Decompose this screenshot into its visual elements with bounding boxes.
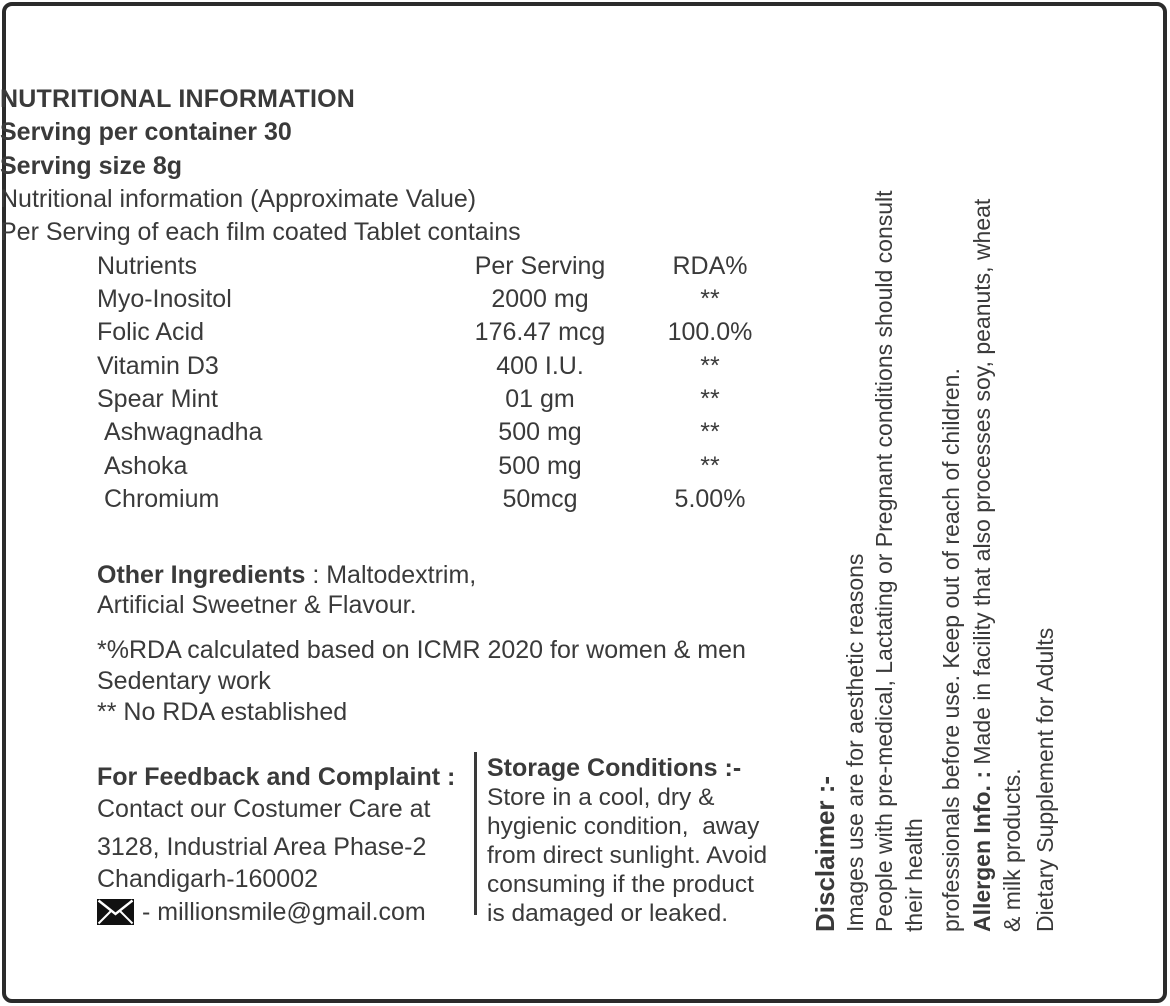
nutrient-rda: **: [700, 418, 720, 447]
nutrient-amount: 2000 mg: [491, 285, 589, 314]
envelope-icon: [97, 899, 134, 925]
dietary-supplement-note: Dietary Supplement for Adults: [1032, 627, 1058, 932]
nutrient-name: Ashoka: [104, 451, 188, 480]
other-ingredients-line1: [97, 560, 476, 590]
nutrient-amount: 50mcg: [502, 485, 578, 514]
table-row: [0, 350, 810, 383]
serving-per-container: Serving per container 30: [0, 118, 292, 147]
nutrient-rda: **: [700, 451, 720, 480]
feedback-address-line1: 3128, Industrial Area Phase-2: [97, 833, 427, 861]
allergen-info-value: Made in facility that also processes soy, peanuts, wheat: [969, 198, 995, 771]
other-ingredients-line2: Artificial Sweetner & Flavour.: [97, 591, 417, 619]
rda-note-line3: ** No RDA established: [97, 698, 348, 726]
nutrient-name: Chromium: [104, 485, 220, 514]
nutrition-block: [0, 83, 810, 516]
nutrient-rda: **: [700, 285, 720, 314]
disclaimer-label: Disclaimer :-: [810, 775, 840, 932]
per-serving-line: Per Serving of each film coated Tablet contains: [0, 218, 521, 247]
nutrient-rda: 100.0%: [667, 318, 753, 347]
other-ingredients-label: Other Ingredients: [97, 561, 306, 589]
feedback-section: [97, 761, 477, 928]
nutrient-name: Vitamin D3: [97, 351, 219, 380]
nutrient-name: Ashwagnadha: [104, 418, 263, 447]
header-rda: RDA%: [672, 251, 748, 280]
feedback-email-row: [97, 896, 477, 928]
storage-line: is damaged or leaked.: [487, 900, 729, 927]
rda-notes-section: [97, 635, 746, 728]
allergen-info-line: [969, 82, 997, 932]
table-row: [0, 383, 810, 416]
table-header-row: [0, 250, 810, 283]
rda-note-line1: *%RDA calculated based on ICMR 2020 for women & men: [97, 636, 746, 664]
disclaimer-line3: their health: [901, 818, 927, 932]
allergen-info-line2: & milk products.: [999, 768, 1025, 932]
table-row: [0, 316, 810, 349]
other-ingredients-section: [97, 560, 476, 620]
storage-title: Storage Conditions :-: [487, 754, 742, 782]
nutrient-name: Myo-Inositol: [97, 285, 232, 314]
storage-line: from direct sunlight. Avoid: [487, 842, 768, 869]
nutrient-amount: 176.47 mcg: [474, 318, 606, 347]
disclaimer-line4: professionals before use. Keep out of reach of children.: [938, 368, 964, 932]
nutrient-amount: 500 mg: [498, 418, 582, 447]
table-row: [0, 283, 810, 316]
approximate-value-line: Nutritional information (Approximate Value): [0, 185, 477, 214]
rda-note-line2: Sedentary work: [97, 667, 271, 695]
section-divider: [474, 752, 477, 915]
nutrient-amount: 400 I.U.: [496, 351, 584, 380]
nutrient-name: Spear Mint: [97, 385, 218, 414]
nutrition-title: NUTRITIONAL INFORMATION: [0, 85, 356, 113]
storage-line: hygienic condition, away: [487, 813, 760, 840]
feedback-title: For Feedback and Complaint :: [97, 763, 456, 791]
storage-section: [487, 754, 807, 928]
storage-line: Store in a cool, dry &: [487, 784, 715, 811]
nutrient-name: Folic Acid: [97, 318, 204, 347]
table-row: [0, 450, 810, 483]
feedback-address-line2: Chandigarh-160002: [97, 865, 319, 893]
disclaimer-line2: People with pre-medical, Lactating or Pregnant conditions should consult: [871, 190, 897, 932]
nutrient-rda: **: [700, 385, 720, 414]
nutrient-rda: **: [700, 351, 720, 380]
nutrient-amount: 01 gm: [505, 385, 575, 414]
nutrient-amount: 500 mg: [498, 451, 582, 480]
header-per-serving: Per Serving: [474, 251, 606, 280]
feedback-line1: Contact our Costumer Care at: [97, 795, 431, 823]
header-nutrients: Nutrients: [97, 251, 198, 280]
feedback-email: - millionsmile@gmail.com: [142, 898, 426, 926]
nutrient-rda: 5.00%: [674, 485, 746, 514]
table-row: [0, 483, 810, 516]
disclaimer-line1: Images use are for aesthetic reasons: [842, 553, 868, 932]
other-ingredients-value: : Maltodextrim,: [305, 561, 477, 589]
table-row: [0, 416, 810, 449]
allergen-info-label: Allergen Info. :: [969, 771, 995, 932]
storage-line: consuming if the product: [487, 871, 754, 898]
serving-size: Serving size 8g: [0, 151, 183, 180]
